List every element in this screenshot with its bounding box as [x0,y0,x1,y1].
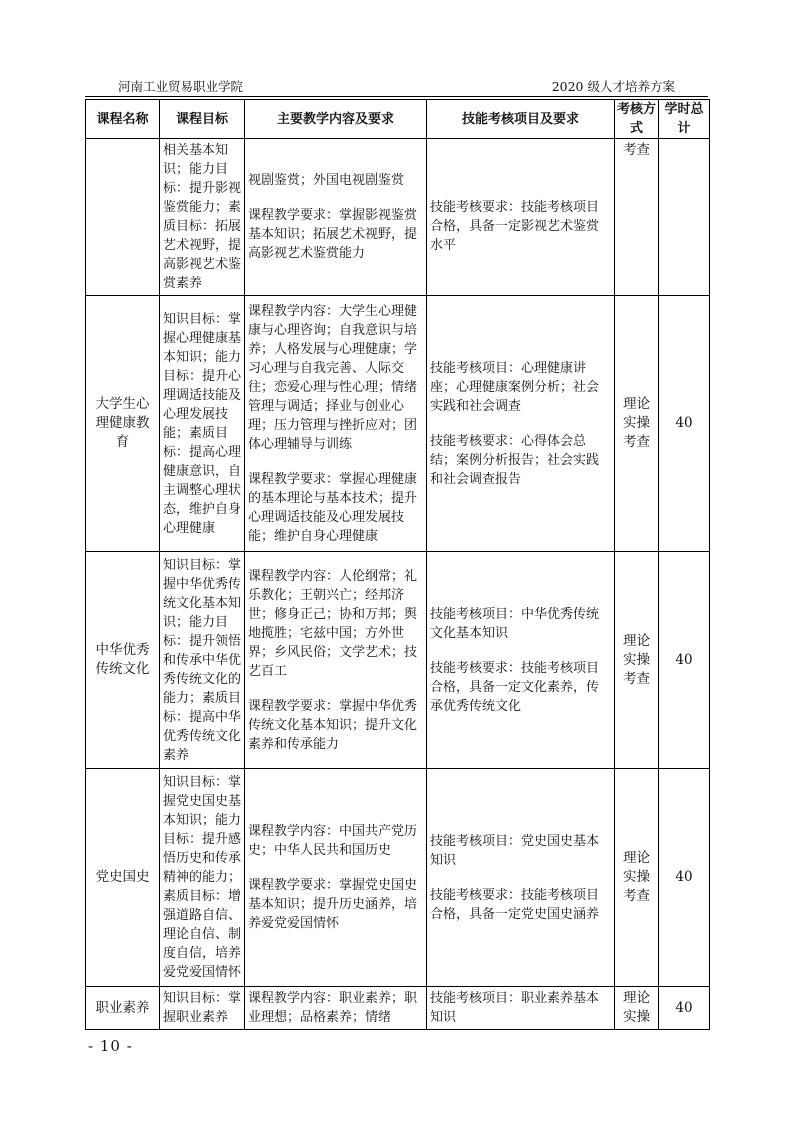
requirement-text: 课程教学要求：掌握中华优秀传统文化基本知识；提升文化素养和传承能力 [248,698,418,752]
total-hours: 40 [659,987,710,1030]
header-school-name: 河南工业贸易职业学院 [118,79,244,94]
skill-item-text: 技能考核项目：职业素养基本知识 [430,991,600,1025]
course-content [245,987,427,1030]
content-text: 课程教学内容：中国共产党历史；中华人民共和国历史 [248,824,418,858]
table-row [86,769,710,987]
requirement-text: 课程教学要求：掌握党史国史基本知识；提升历史涵养，培养爱党爱国情怀 [248,878,418,931]
header-rule [85,96,708,97]
skill-requirement-text: 技能考核要求：技能考核项目合格，具备一定影视艺术鉴赏水平 [430,199,600,253]
skill-item-text: 技能考核项目：中华优秀传统文化基本知识 [430,606,600,641]
course-goal: 相关基本知识；能力目标：提升影视鉴赏能力；素质目标：拓展艺术视野，提高影视艺术鉴赏素养 [160,139,245,296]
course-name: 大学生心理健康教育 [86,296,160,552]
col-header-content: 主要教学内容及要求 [245,100,427,139]
total-hours: 40 [659,296,710,552]
total-hours: 40 [659,552,710,769]
content-text: 课程教学内容：人伦纲常；礼乐教化；王朝兴亡；经邦济世；修身正己；协和万邦；舆地揽胜；宅兹中国；方外世界；乡风民俗；文学艺术；技艺百工 [248,568,418,679]
requirement-text: 课程教学要求：掌握心理健康的基本理论与基本技术；提升心理调适技能及心理发展技能；维护自身心理健康 [248,471,418,544]
col-header-method: 考核方式 [615,100,659,139]
table-row [86,296,710,552]
col-header-course-name: 课程名称 [86,100,160,139]
assessment-method: 理论实操考查 [615,296,659,552]
course-table [85,99,710,1030]
course-name: 党史国史 [86,769,160,987]
skill-requirement-text: 技能考核要求：技能考核项目合格，具备一定党史国史涵养 [430,887,600,922]
content-text: 课程教学内容：大学生心理健康与心理咨询；自我意识与培养；人格发展与心理健康；学习心理与自我完善、人际交往；恋爱心理与性心理；情绪管理与调适；择业与创业心理；压力管理与挫折应对；团体心理辅导与训练 [248,303,418,452]
assessment-method: 考查 [615,139,659,296]
course-name [86,139,160,296]
table-row [86,139,710,296]
table-row [86,987,710,1030]
course-content [245,296,427,552]
course-goal: 知识目标：掌握职业素养 [160,987,245,1030]
total-hours [659,139,710,296]
assessment-method: 理论实操 [615,987,659,1030]
skill-assessment [427,552,615,769]
course-name: 中华优秀传统文化 [86,552,160,769]
skill-item-text: 技能考核项目：党史国史基本知识 [430,833,600,868]
skill-assessment [427,139,615,296]
course-name: 职业素养 [86,987,160,1030]
col-header-course-goal: 课程目标 [160,100,245,139]
course-content [245,769,427,987]
col-header-hours: 学时总计 [659,100,710,139]
table-row [86,552,710,769]
content-text: 课程教学内容：职业素养；职业理想；品格素养；情绪 [248,991,418,1025]
content-text: 视剧鉴赏；外国电视剧鉴赏 [248,173,405,188]
page-number: - 10 - [88,1037,133,1055]
skill-requirement-text: 技能考核要求：心得体会总结；案例分析报告；社会实践和社会调查报告 [430,433,600,487]
requirement-text: 课程教学要求：掌握影视鉴赏基本知识；拓展艺术视野，提高影视艺术鉴赏能力 [248,208,418,261]
course-goal: 知识目标：掌握中华优秀传统文化基本知识；能力目标：提升领悟和传承中华优秀传统文化的能力；素质目标：提高中华优秀传统文化素养 [160,552,245,769]
assessment-method: 理论实操考查 [615,552,659,769]
total-hours: 40 [659,769,710,987]
skill-requirement-text: 技能考核要求：技能考核项目合格，具备一定文化素养，传承优秀传统文化 [430,660,600,714]
skill-item-text: 技能考核项目：心理健康讲座；心理健康案例分析；社会实践和社会调查 [430,360,600,414]
course-content [245,552,427,769]
skill-assessment [427,296,615,552]
skill-item-text [430,180,611,198]
assessment-method: 理论实操考查 [615,769,659,987]
course-content [245,139,427,296]
table-header-row [86,100,710,139]
col-header-skill: 技能考核项目及要求 [427,100,615,139]
header-plan-title: 2020 级人才培养方案 [551,79,675,94]
skill-assessment [427,987,615,1030]
skill-assessment [427,769,615,987]
course-goal: 知识目标：掌握心理健康基本知识；能力目标：提升心理调适技能及心理发展技能；素质目标：提高心理健康意识，自主调整心理状态，维护自身心理健康 [160,296,245,552]
course-goal: 知识目标：掌握党史国史基本知识；能力目标：提升感悟历史和传承精神的能力；素质目标：增强道路自信、理论自信、制度自信，培养爱党爱国情怀 [160,769,245,987]
